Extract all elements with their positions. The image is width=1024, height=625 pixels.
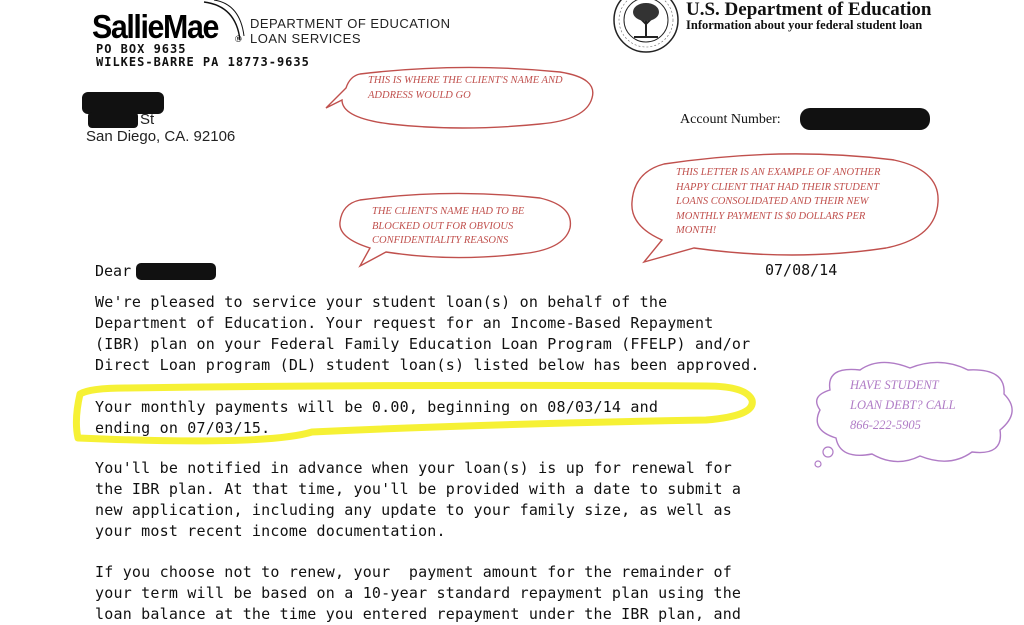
account-number-label: Account Number: (680, 112, 781, 127)
paragraph-line: loan balance at the time you entered repayment under the IBR plan, and (95, 605, 742, 623)
annotation-blocked: THE CLIENT'S NAME HAD TO BE BLOCKED OUT FOR OBVIOUS CONFIDENTIALITY REASONS (372, 206, 525, 246)
annotation-call-1: HAVE STUDENT (850, 378, 939, 392)
paragraph-line: Department of Education. Your request for an Income-Based Repayment (95, 314, 714, 332)
recipient-city-line: San Diego, CA. 92106 (86, 128, 236, 145)
usdoe-title: U.S. Department of Education (686, 0, 932, 20)
letter-date: 07/08/14 (765, 261, 838, 279)
annotation-name-address: THIS IS WHERE THE CLIENT'S NAME AND ADDRESS WOULD GO (368, 75, 563, 101)
paragraph-line: the IBR plan. At that time, you'll be provided with a date to submit a (95, 480, 742, 498)
registered-mark: ® (235, 34, 242, 44)
salliemae-logo: SallieMae (92, 8, 218, 45)
paragraph-renewal (95, 458, 741, 542)
recipient-street: St (140, 111, 155, 128)
paragraph-line: We're pleased to service your student loan(s) on behalf of the (95, 293, 668, 311)
paragraph-line: You'll be notified in advance when your loan(s) is up for renewal for (95, 459, 732, 477)
annotation-call-2: LOAN DEBT? CALL (850, 398, 956, 412)
paragraph-approval (95, 292, 760, 376)
paragraph-line: Your monthly payments will be 0.00, beginning on 08/03/14 and (95, 398, 659, 416)
paragraph-line: (IBR) plan on your Federal Family Education Loan Program (FFELP) and/or (95, 335, 751, 353)
paragraph-line: your term will be based on a 10-year standard repayment plan using the (95, 584, 742, 602)
redacted-account-number (800, 108, 930, 130)
annotation-example: THIS LETTER IS AN EXAMPLE OF ANOTHER HAPPY CLIENT THAT HAD THEIR STUDENT LOANS CONSOLIDATED AND THEIR NEW MONTHLY PAYMENT IS $0 DOLLARS PER MONTH! (676, 167, 881, 236)
sender-city-line: WILKES-BARRE PA 18773-9635 (96, 55, 310, 69)
redacted-salutation-name (136, 263, 216, 280)
paragraph-line: Direct Loan program (DL) student loan(s) listed below has been approved. (95, 356, 760, 374)
paragraph-no-renew (95, 562, 741, 625)
department-of-education-seal-icon (612, 0, 680, 54)
paragraph-line: ending on 07/03/15. (95, 419, 271, 437)
po-box: PO BOX 9635 (96, 42, 187, 56)
paragraph-payment (95, 397, 658, 439)
paragraph-line: your most recent income documentation. (95, 522, 446, 540)
annotation-call-3: 866-222-5905 (850, 418, 921, 432)
paragraph-line: new application, including any update to your family size, as well as (95, 501, 732, 519)
salutation: Dear (95, 262, 132, 280)
paragraph-line: If you choose not to renew, your payment amount for the remainder of (95, 563, 732, 581)
dept-line-2: LOAN SERVICES (250, 31, 362, 46)
redacted-street (88, 112, 138, 128)
usdoe-subtitle: Information about your federal student loan (686, 18, 923, 32)
dept-line-1: DEPARTMENT OF EDUCATION (250, 16, 451, 31)
